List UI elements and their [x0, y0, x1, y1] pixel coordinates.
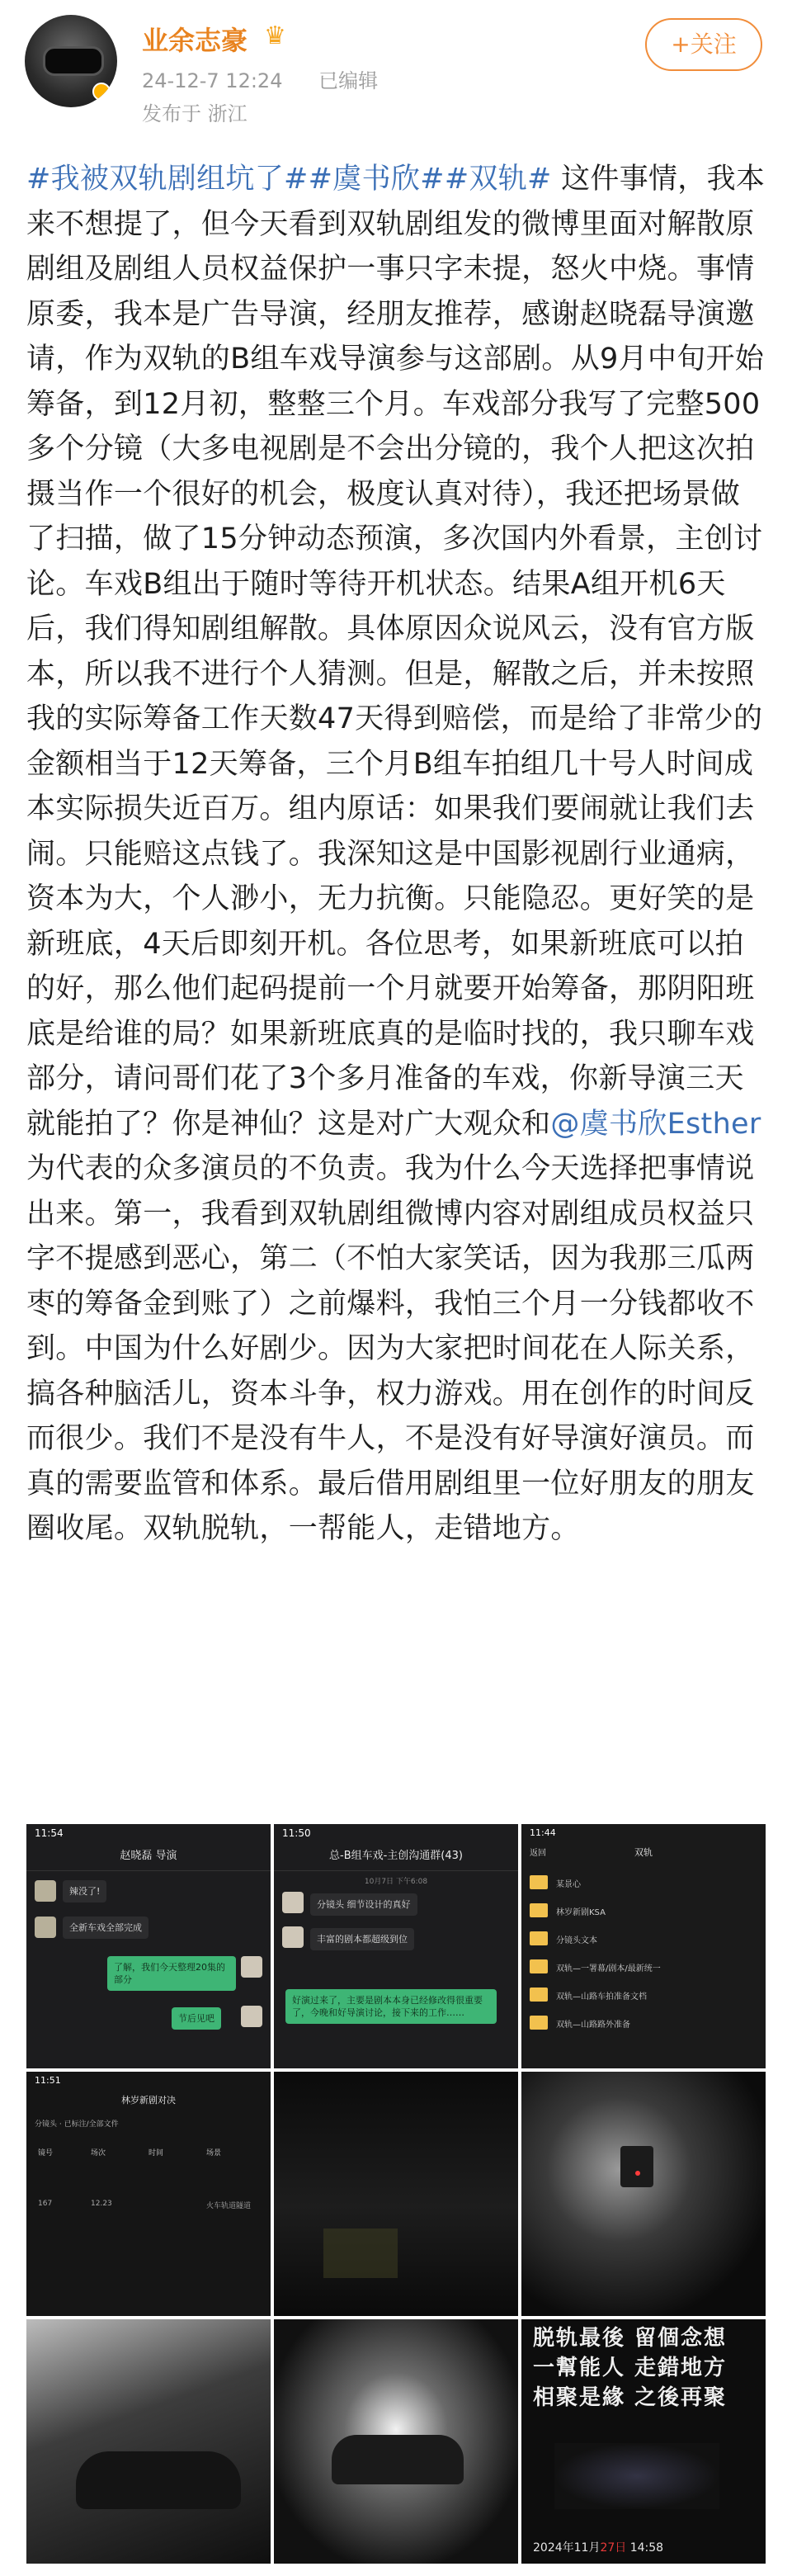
file-row: 分镜头文本 [530, 1928, 752, 1951]
file-row: 林岁新剧KSA [530, 1900, 752, 1923]
file-row: 双轨—一署幕/剧本/最新统一 [530, 1956, 752, 1979]
chat-bubble: 好演过来了，主要是剧本本身已经修改得很重要了，今晚和好导演讨论，接下来的工作…… [285, 1989, 497, 2024]
chat-bubble: 丰富的剧本都超级到位 [310, 1928, 414, 1950]
image-car-scene[interactable] [26, 2319, 271, 2564]
chat-bubble: 了解，我们今天整理20集的部分 [107, 1956, 236, 1991]
folder-icon [530, 1903, 548, 1917]
screen-glow [323, 2229, 398, 2278]
author-name[interactable]: 业余志豪 [142, 25, 248, 56]
chat-bubble: 全新车戏全部完成 [63, 1917, 148, 1939]
chat-bubble: 分镜头 细节设计的真好 [310, 1893, 417, 1916]
folder-icon [530, 1875, 548, 1889]
poster-stamp: 2024年11月27日 14:58 [533, 2541, 664, 2555]
image-text-poster[interactable] [521, 2319, 766, 2564]
file-row: 双轨—山路路外准备 [530, 2012, 752, 2035]
contact-avatar [35, 1880, 56, 1902]
post-header [0, 0, 792, 153]
image-headlights[interactable] [274, 2319, 518, 2564]
poster-line: 一幫能人 走錯地方 [533, 2356, 728, 2380]
chat-bubble: 节后见吧 [172, 2007, 221, 2030]
hashtag-link[interactable]: #双轨# [444, 163, 552, 196]
avatar[interactable] [25, 15, 117, 107]
folder-icon [530, 1931, 548, 1945]
image-file-list[interactable] [521, 1824, 766, 2068]
file-row: 某景心 [530, 1872, 752, 1895]
poster-line: 相聚是緣 之後再聚 [533, 2385, 728, 2410]
contact-avatar [35, 1917, 56, 1938]
hashtag-link[interactable]: #我被双轨剧组坑了# [26, 163, 309, 196]
doc-title: 林岁新剧对决 [121, 2095, 176, 2106]
status-time: 11:51 [35, 2075, 61, 2086]
status-time: 11:50 [282, 1827, 311, 1839]
image-train-rails[interactable] [521, 2072, 766, 2316]
self-avatar [241, 1956, 262, 1978]
post-text-part: 这件事情，我本来不想提了，但今天看到双轨剧组发的微博里面对解散原剧组及剧组人员权益保护一事只字未提，怒火中烧。事情原委，我本是广告导演，经朋友推荐，感谢赵晓磊导演邀请，作为双轨的B组车戏导演参与这部剧。从9月中旬开始筹备，到12月初，整整三个月。车戏部分我写了完整500多个分镜（大多电视剧是不会出分镜的，我个人把这次拍摄当作一个很好的机会，极度认真对待），我还把场景做了扫描，做了15分钟动态预演，多次国内外看景，主创讨论。车戏B组出于随时等待开机状态。结果A组开机6天后，我们得知剧组解散。具体原因众说风云，没有官方版本，所以我不进行个人猜测。但是，解散之后，并未按照我的实际筹备工作天数47天得到赔偿，而是给了非常少的金额相当于12天筹备，三个月B组车拍组几十号人时间成本实际损失近百万。组内原话：如果我们要闹就让我们去闹。只能赔这点钱了。我深知这是中国影视剧行业通病，资本为大，个人渺小，无力抗衡。只能隐忍。更好笑的是新班底，4天后即刻开机。各位思考，如果新班底可以拍的好，那么他们起码提前一个月就要开始筹备，那阴阳班底是给谁的局？如果新班底真的是临时找的，我只聊车戏部分，请问哥们花了3个多月准备的车戏，你新导演三天就能拍了？你是神仙？这是对广大观众和 [26, 163, 766, 1141]
hashtag-link[interactable]: #虞书欣# [308, 163, 445, 196]
image-dark-scene[interactable] [274, 2072, 518, 2316]
image-chat-director[interactable] [26, 1824, 271, 2068]
post-body [26, 157, 769, 1552]
self-avatar [241, 2006, 262, 2027]
image-shot-table[interactable] [26, 2072, 271, 2316]
folder-icon [530, 1959, 548, 1973]
poster-line: 脱轨最後 留個念想 [533, 2326, 728, 2351]
back-button: 返回 [530, 1849, 546, 1858]
image-group-chat[interactable] [274, 1824, 518, 2068]
chat-title: 赵晓磊 导演 [26, 1842, 271, 1871]
doc-section: 分镜头 · 已标注/全部文件 [35, 2120, 119, 2129]
post-meta [142, 64, 378, 93]
post-timestamp: 24-12-7 12:24 [142, 69, 283, 92]
edited-label[interactable]: 已编辑 [318, 69, 379, 92]
car-shape [76, 2451, 241, 2509]
chat-title: 总-B组车戏-主创沟通群(43) [274, 1842, 518, 1871]
crown-badge-icon: ♛ [264, 21, 286, 50]
night-image [554, 2443, 719, 2509]
mention-link[interactable]: @虞书欣Esther [550, 1107, 761, 1141]
status-time: 11:44 [530, 1827, 556, 1838]
table-row: 167 12.23 火车轨道隧道 [38, 2200, 252, 2210]
contact-avatar [282, 1926, 304, 1948]
verified-badge-icon [92, 83, 111, 101]
contact-avatar [282, 1892, 304, 1913]
post-text-part: 为代表的众多演员的不负责。我为什么今天选择把事情说出来。第一，我看到双轨剧组微博内容对剧组成员权益只字不提感到恶心，第二（不怕大家笑话，因为我那三瓜两枣的筹备金到账了）之前爆料，我怕三个月一分钱都收不到。中国为什么好剧少。因为大家把时间花在人际关系，搞各种脑活儿，资本斗争，权力游戏。用在创作的时间反而很少。我们不是没有牛人，不是没有好导演好演员。而真的需要监管和体系。最后借用剧组里一位好朋友的朋友圈收尾。双轨脱轨，一帮能人，走错地方。 [26, 1152, 755, 1545]
folder-title: 双轨 [634, 1847, 653, 1858]
file-row: 双轨—山路车拍准备文档 [530, 1984, 752, 2007]
folder-icon [530, 2016, 548, 2030]
chat-date: 10月7日 下午6:08 [364, 1878, 428, 1886]
folder-icon [530, 1988, 548, 2002]
train-light [635, 2171, 640, 2176]
post-location: 发布于 浙江 [142, 102, 248, 125]
status-time: 11:54 [35, 1827, 64, 1839]
table-header: 镜号 场次 时间 场景 [38, 2149, 222, 2158]
train-shape [620, 2146, 653, 2187]
chat-bubble: 辣没了! [63, 1880, 106, 1902]
car-shape [332, 2435, 464, 2484]
helmet-visor [43, 46, 104, 76]
follow-button[interactable]: +关注 [645, 18, 762, 71]
